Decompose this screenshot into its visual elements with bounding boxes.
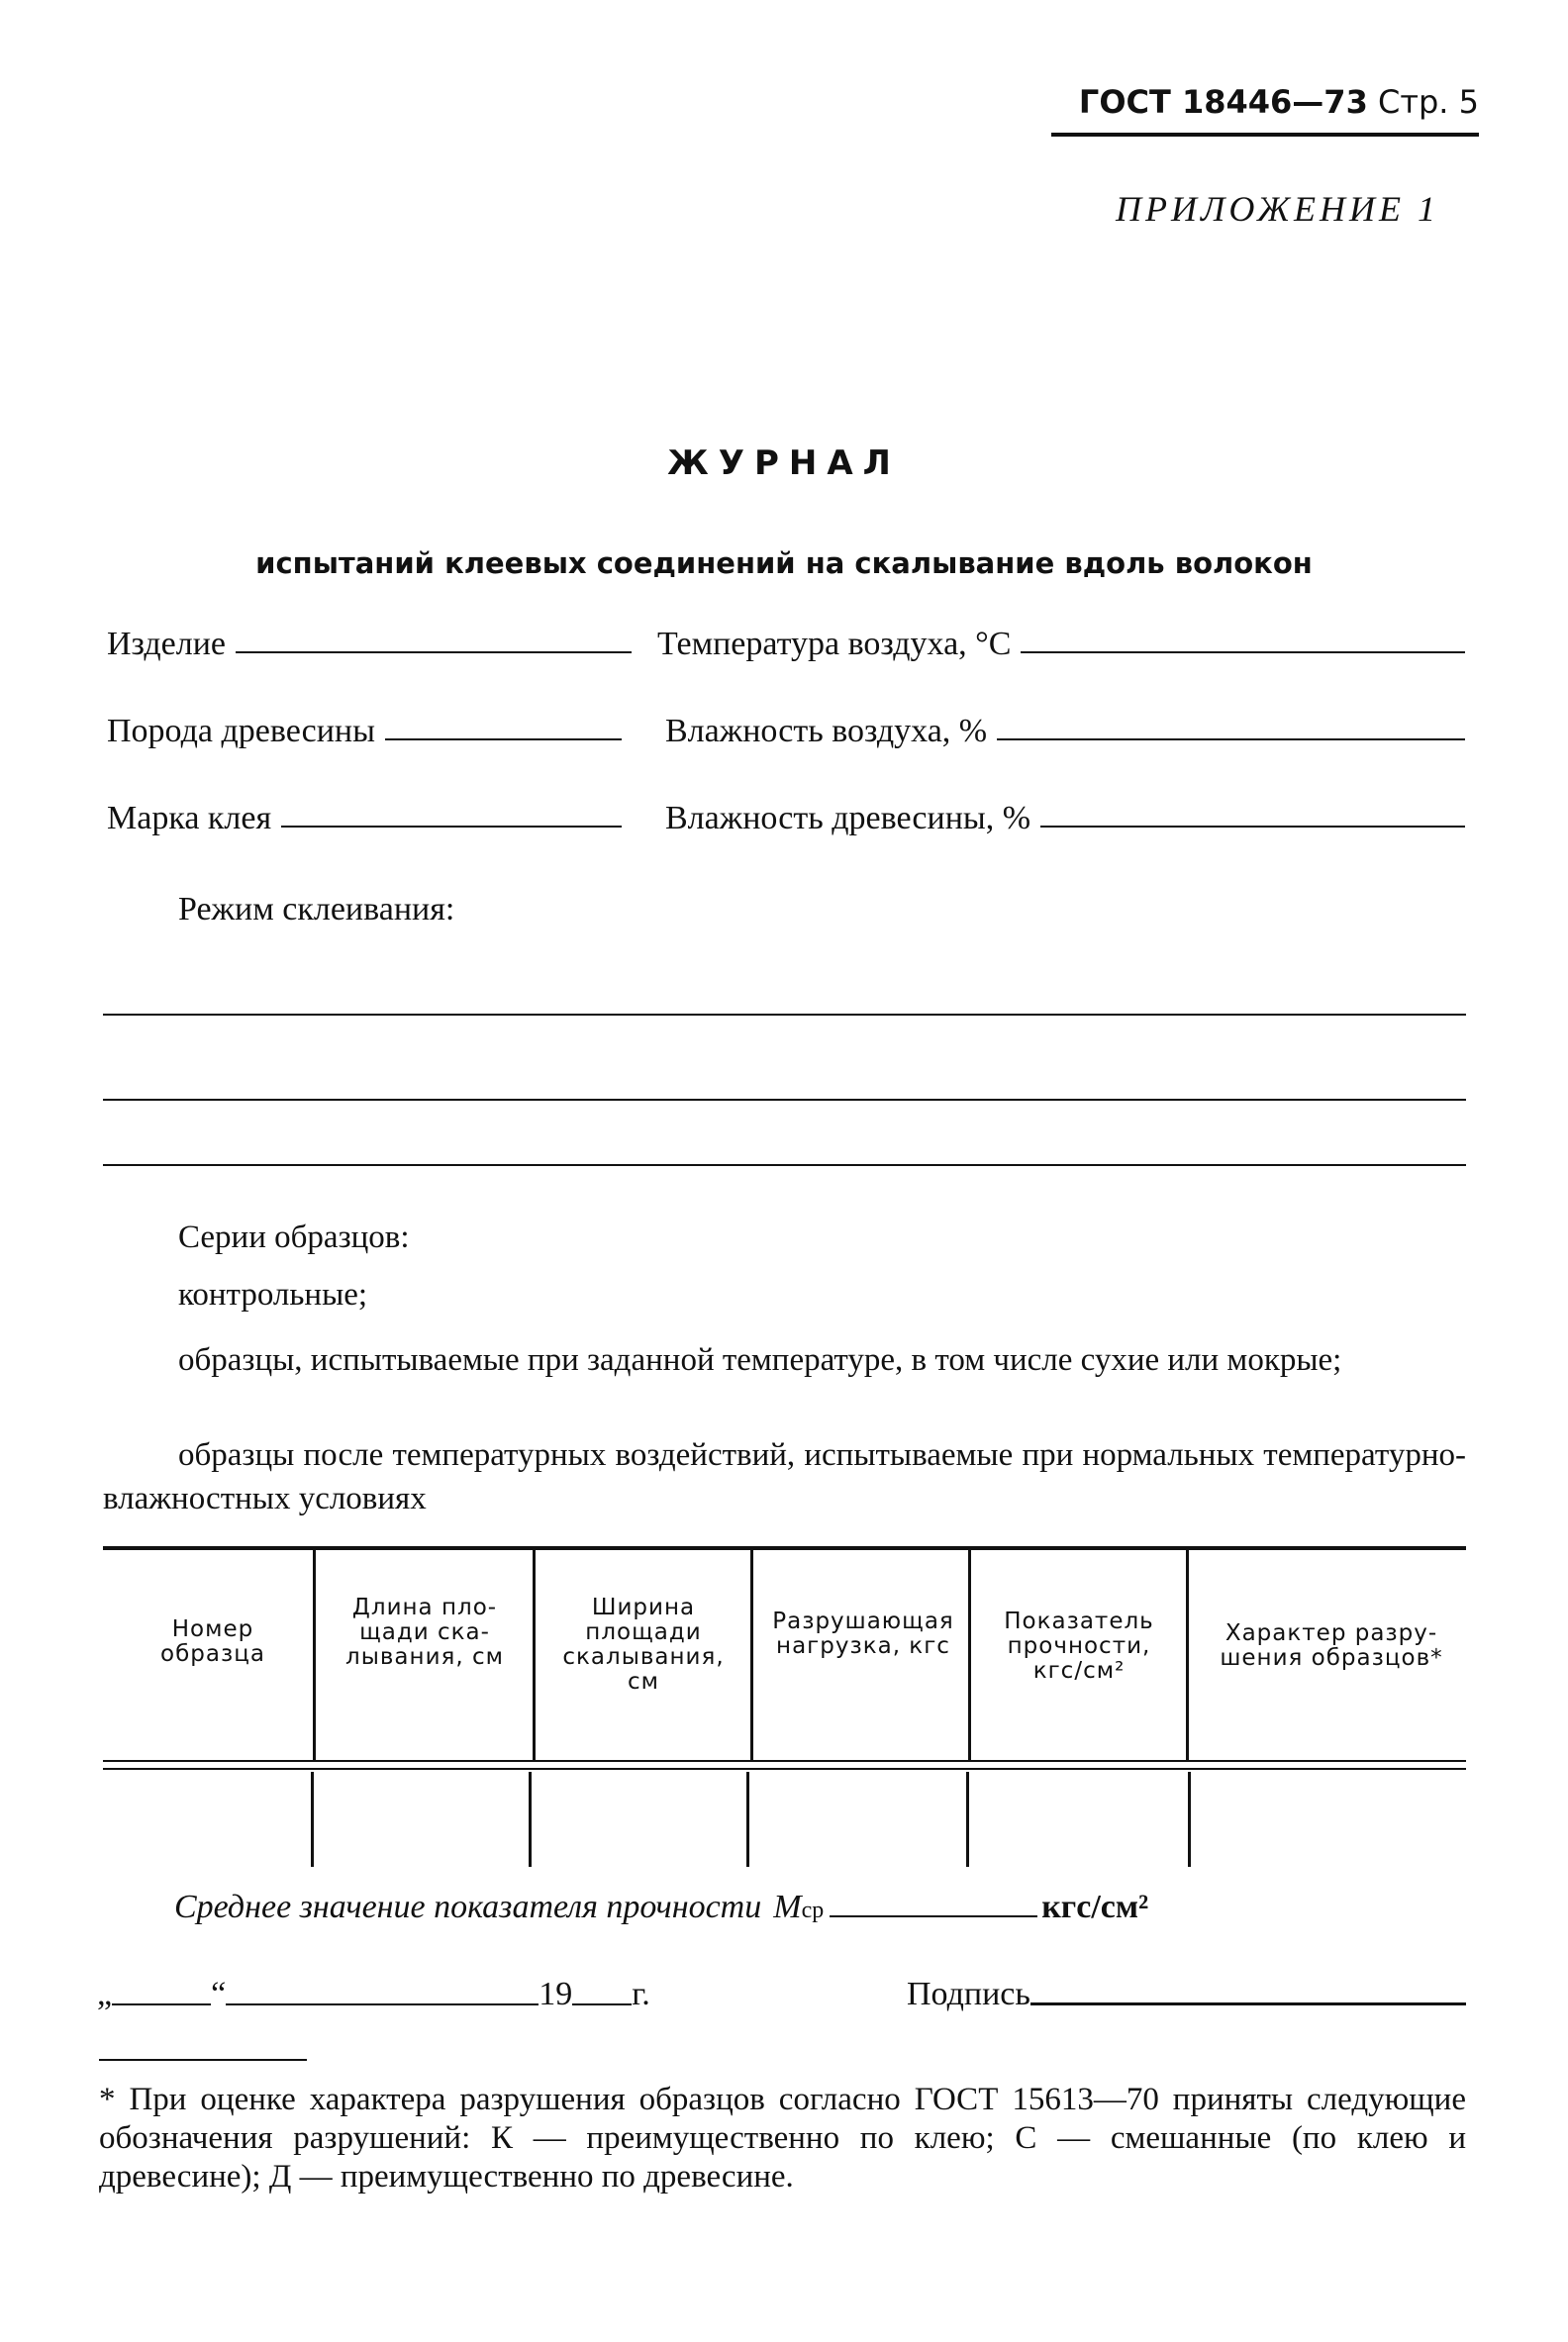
appendix-label: ПРИЛОЖЕНИЕ 1 [1116,189,1439,229]
signature-label: Подпись [907,1976,1030,2012]
date-month-blank[interactable] [226,2003,539,2005]
field-wood-moisture[interactable] [665,800,1465,837]
footnote-rule [99,2059,307,2061]
field-product-blank[interactable] [236,651,632,653]
table-col-divider [533,1550,536,1760]
average-unit: кгс/см² [1041,1889,1149,1925]
table-header-failure-type: Характер разру-шения образцов* [1220,1620,1443,1671]
date-day-blank[interactable] [112,2003,211,2005]
page-header [1079,83,1479,121]
gluing-mode-line-2[interactable] [103,1099,1466,1101]
standard-number: ГОСТ 18446—73 [1078,83,1368,121]
table-col-divider [750,1550,753,1760]
table-top-rule [103,1546,1466,1550]
field-glue-grade-blank[interactable] [281,826,622,828]
field-air-humidity[interactable] [665,713,1465,750]
gluing-mode-line-1[interactable] [103,1014,1466,1016]
field-wood-species-label: Порода древесины [107,713,375,749]
field-product-label: Изделие [107,626,227,662]
table-header-breaking-load: Разрушающая нагрузка, кгс [772,1609,954,1659]
field-wood-species[interactable] [107,713,622,750]
field-wood-species-blank[interactable] [385,738,622,740]
page-number: Стр. 5 [1378,83,1479,121]
journal-subtitle: испытаний клеевых соединений на скалывание вдоль волокон [255,546,1313,580]
date-year-suffix: г. [632,1976,650,2012]
average-strength-row [174,1889,1148,1926]
table-header-specimen-no: Номер образца [160,1616,265,1667]
series-heading: Серии образцов: [178,1220,410,1255]
field-air-temp[interactable] [657,626,1465,663]
signature-blank[interactable] [1030,2002,1466,2005]
table-col-divider [968,1550,971,1760]
series-after-temp: образцы после температурных воздействий, испытываемые при нормальных температурно-влажностных условиях [103,1437,1466,1516]
date-year-blank[interactable] [572,2003,632,2005]
table-col-divider [313,1550,316,1760]
field-wood-moisture-label: Влажность древесины, % [665,800,1031,836]
table-body-divider [1188,1772,1191,1867]
table-body-divider [966,1772,969,1867]
gluing-mode-line-3[interactable] [103,1164,1466,1166]
date-quote-open: „ [97,1976,113,2012]
field-wood-moisture-blank[interactable] [1040,826,1465,828]
table-header-strength: Показатель прочности, кгс/см² [1004,1609,1154,1684]
table-body-divider [311,1772,314,1867]
table-body-divider [746,1772,749,1867]
header-rule [1051,133,1479,137]
date-year-prefix: 19 [539,1976,573,2012]
gluing-mode-label: Режим склеивания: [178,891,455,927]
signature-row [907,1976,1466,2013]
series-at-temp: образцы, испытываемые при заданной температуре, в том числе сухие или мокрые; [178,1342,1342,1378]
field-glue-grade[interactable] [107,800,622,837]
date-quote-close: “ [211,1976,227,2012]
field-glue-grade-label: Марка клея [107,800,272,836]
field-air-temp-blank[interactable] [1021,651,1465,653]
table-header-rule [103,1760,1466,1762]
field-air-humidity-label: Влажность воздуха, % [665,713,988,749]
footnote: * При оценке характера разрушения образцов согласно ГОСТ 15613—70 приняты следующие обозначения разрушений: К — преимущественно по клею; С — смешанные (по клею и древесине); Д — преимущественно по древесине. [99,2082,1466,2195]
field-air-humidity-blank[interactable] [997,738,1465,740]
date-row [97,1976,650,2013]
field-air-temp-label: Температура воздуха, °С [657,626,1012,662]
table-body-divider [529,1772,532,1867]
average-value-blank[interactable] [830,1915,1037,1917]
table-col-divider [1186,1550,1189,1760]
average-label: Среднее значение показателя прочности [174,1889,762,1925]
average-subscript: ср [801,1898,825,1923]
table-header-shear-length: Длина пло-щади ска-лывания, см [345,1595,504,1670]
series-control: контрольные; [178,1277,368,1313]
journal-title: ЖУРНАЛ [667,443,901,483]
table-header-rule-2 [103,1768,1466,1770]
average-symbol: М [773,1889,802,1925]
table-header-shear-width: Ширина площади скалывания, см [562,1595,725,1695]
field-product[interactable] [107,626,632,663]
